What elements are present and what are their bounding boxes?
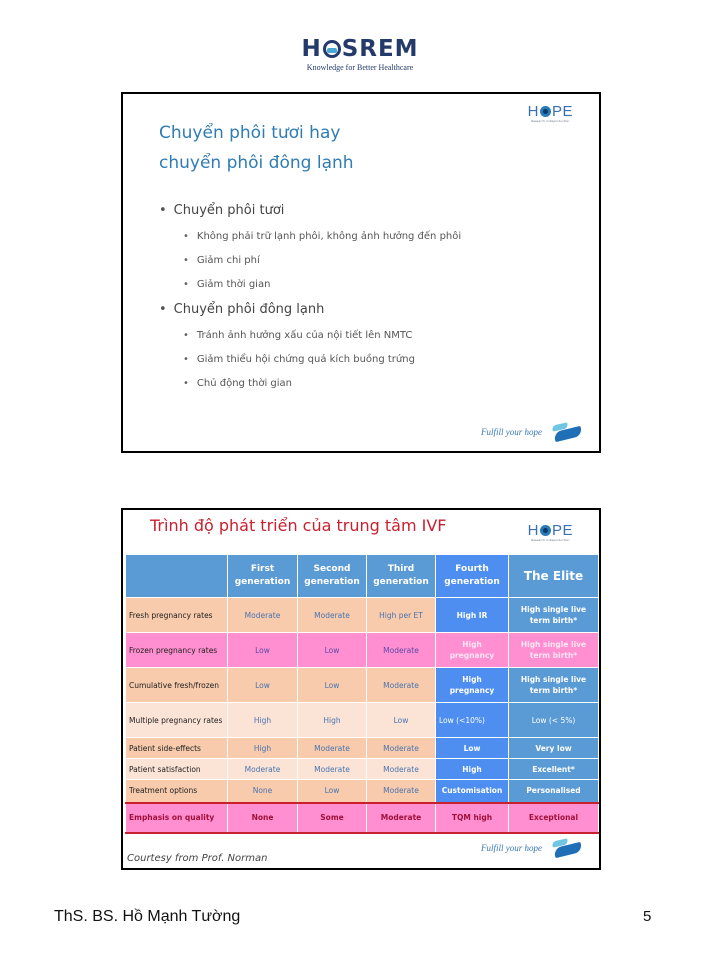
sub-bullet: • Không phải trữ lạnh phôi, không ảnh hưởng đến phôi bbox=[183, 231, 461, 242]
row-label: Cumulative fresh/frozen bbox=[126, 668, 228, 703]
table-row bbox=[126, 703, 599, 738]
table-cell: Moderate bbox=[298, 759, 367, 780]
table-cell: Excellent* bbox=[509, 759, 599, 780]
table-cell: Low bbox=[228, 668, 298, 703]
table-row bbox=[126, 668, 599, 703]
row-label: Multiple pregnancy rates bbox=[126, 703, 228, 738]
table-cell: Moderate bbox=[298, 738, 367, 759]
table-cell: Moderate bbox=[298, 598, 367, 633]
column-header: The Elite bbox=[509, 555, 599, 598]
table-cell: High per ET bbox=[367, 598, 436, 633]
sub-bullet: • Chủ động thời gian bbox=[183, 378, 292, 389]
fulfill-text: Fulfill your hope bbox=[481, 843, 542, 853]
generation-comparison-table bbox=[125, 554, 599, 834]
table-cell: Personalised bbox=[509, 780, 599, 803]
row-label: Patient satisfaction bbox=[126, 759, 228, 780]
table-cell: Exceptional bbox=[509, 803, 599, 833]
table-cell: Low (<10%) bbox=[436, 703, 509, 738]
leaf-icon bbox=[550, 840, 582, 856]
table-cell: Low (< 5%) bbox=[509, 703, 599, 738]
hope-logo-subtitle: Research in Reproduction bbox=[531, 538, 570, 542]
globe-icon bbox=[323, 40, 341, 58]
table-row bbox=[126, 780, 599, 803]
table-cell: Moderate bbox=[367, 668, 436, 703]
slide-title-line-1: Chuyển phôi tươi hay bbox=[159, 123, 341, 143]
table-cell: None bbox=[228, 780, 298, 803]
fulfill-your-hope-logo bbox=[481, 840, 582, 856]
table-cell: Very low bbox=[509, 738, 599, 759]
sub-bullet: • Giảm chi phí bbox=[183, 255, 260, 266]
table-cell: Moderate bbox=[228, 759, 298, 780]
row-label: Frozen pregnancy rates bbox=[126, 633, 228, 668]
table-cell: Moderate bbox=[367, 738, 436, 759]
table-cell: High pregnancy bbox=[436, 633, 509, 668]
sub-bullet: • Giảm thời gian bbox=[183, 279, 270, 290]
table-cell: High pregnancy bbox=[436, 668, 509, 703]
table-cell: High single live term birth* bbox=[509, 598, 599, 633]
table-header-row bbox=[126, 555, 599, 598]
table-cell: Low bbox=[298, 633, 367, 668]
table-cell: None bbox=[228, 803, 298, 833]
slide-ivf-center-levels bbox=[121, 508, 601, 870]
table-cell: Low bbox=[367, 703, 436, 738]
column-header: Fourth generation bbox=[436, 555, 509, 598]
column-header bbox=[126, 555, 228, 598]
table-cell: Low bbox=[228, 633, 298, 668]
sub-bullet: • Giảm thiểu hội chứng quá kích buồng trứng bbox=[183, 354, 415, 365]
slide-title: Trình độ phát triển của trung tâm IVF bbox=[150, 516, 447, 535]
table-cell: Low bbox=[298, 668, 367, 703]
author-footer: ThS. BS. Hồ Mạnh Tường bbox=[54, 908, 241, 925]
table-cell: High single live term birth* bbox=[509, 633, 599, 668]
slide-fresh-vs-frozen bbox=[121, 92, 601, 453]
table-row bbox=[126, 759, 599, 780]
hosrem-logo bbox=[300, 36, 420, 78]
hope-logo: H PE Research in Reproduction bbox=[527, 103, 573, 123]
table-cell: TQM high bbox=[436, 803, 509, 833]
row-label: Emphasis on quality bbox=[126, 803, 228, 833]
table-cell: Customisation bbox=[436, 780, 509, 803]
table-row-emphasis bbox=[126, 803, 599, 833]
row-label: Patient side-effects bbox=[126, 738, 228, 759]
table-cell: High single live term birth* bbox=[509, 668, 599, 703]
row-label: Treatment options bbox=[126, 780, 228, 803]
table-cell: Low bbox=[298, 780, 367, 803]
table-cell: High bbox=[228, 738, 298, 759]
table-cell: Moderate bbox=[228, 598, 298, 633]
table-cell: High IR bbox=[436, 598, 509, 633]
table-row bbox=[126, 633, 599, 668]
table-cell: Low bbox=[436, 738, 509, 759]
table-cell: High bbox=[298, 703, 367, 738]
column-header: Second generation bbox=[298, 555, 367, 598]
eye-icon bbox=[540, 106, 551, 117]
column-header: Third generation bbox=[367, 555, 436, 598]
table-cell: Moderate bbox=[367, 759, 436, 780]
eye-icon bbox=[540, 525, 551, 536]
hosrem-tagline: Knowledge for Better Healthcare bbox=[306, 63, 414, 72]
table-cell: High bbox=[228, 703, 298, 738]
slide-title-line-2: chuyển phôi đông lạnh bbox=[159, 153, 354, 173]
bullet-frozen-transfer: • Chuyển phôi đông lạnh bbox=[159, 302, 324, 317]
hosrem-logo-wordmark: H SREM bbox=[301, 36, 419, 62]
courtesy-note: Courtesy from Prof. Norman bbox=[127, 853, 268, 864]
slide-title bbox=[159, 118, 354, 178]
page-number: 5 bbox=[643, 908, 652, 925]
hope-logo: H PE Research in Reproduction bbox=[527, 522, 573, 542]
table-cell: Some bbox=[298, 803, 367, 833]
sub-bullet: • Tránh ảnh hưởng xấu của nội tiết lên NMTC bbox=[183, 330, 412, 341]
fulfill-text: Fulfill your hope bbox=[481, 427, 542, 437]
fulfill-your-hope-logo bbox=[481, 424, 582, 440]
leaf-icon bbox=[550, 424, 582, 440]
hope-logo-subtitle: Research in Reproduction bbox=[531, 119, 570, 123]
table-cell: Moderate bbox=[367, 803, 436, 833]
bullet-fresh-transfer: • Chuyển phôi tươi bbox=[159, 203, 284, 218]
column-header: First generation bbox=[228, 555, 298, 598]
table-cell: Moderate bbox=[367, 633, 436, 668]
row-label: Fresh pregnancy rates bbox=[126, 598, 228, 633]
table-cell: Moderate bbox=[367, 780, 436, 803]
table-row bbox=[126, 598, 599, 633]
table-row bbox=[126, 738, 599, 759]
table-cell: High bbox=[436, 759, 509, 780]
